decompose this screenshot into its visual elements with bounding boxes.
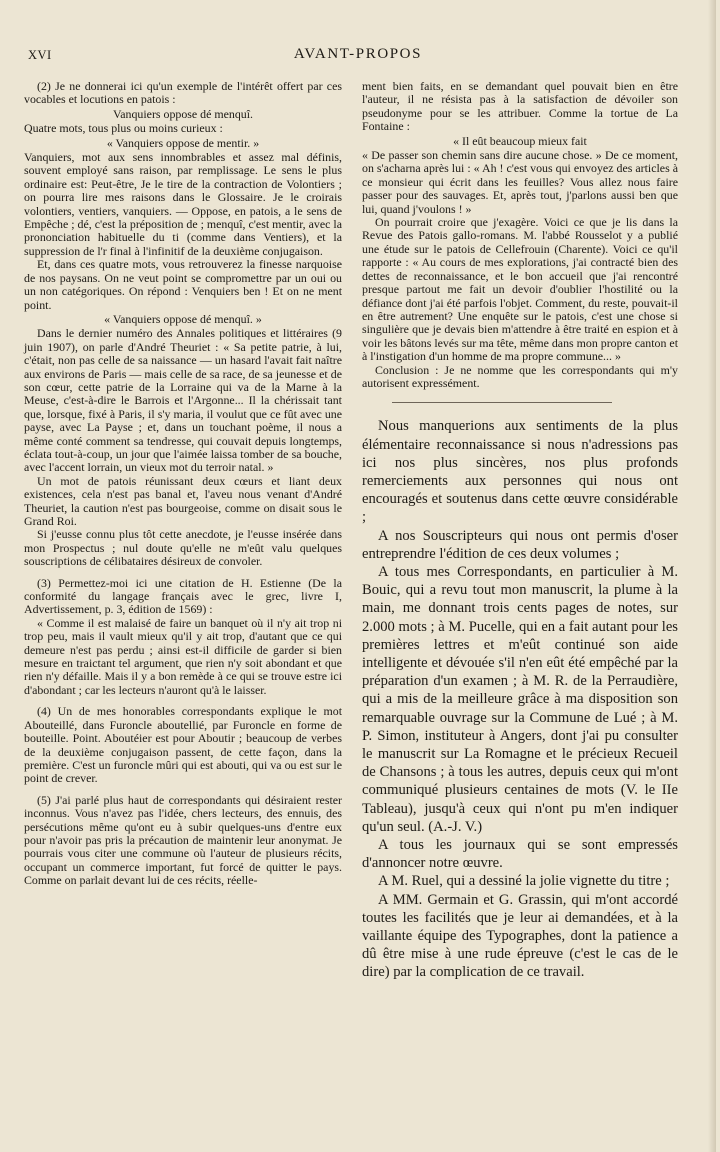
fontaine-verse-1: « Il eût beaucoup mieux fait: [453, 133, 587, 148]
footnote-2-patois-mot: Un mot de patois réunissant deux cœurs et liant deux existences, cela n'est pas banal et, l'aveu nous venant d'André Theuriet, la caution n'est pas bourgeoise, comme on disait sous le Grand Roi.: [24, 473, 342, 528]
page-edge-shadow: [708, 0, 716, 1152]
thanks-subscribers: A nos Souscripteurs qui nous ont permis d'oser entreprendre l'édition de ces deux volumes ;: [362, 527, 678, 562]
acknowledgements: [362, 417, 678, 981]
section-divider: [392, 402, 612, 403]
fontaine-verse-2: « De passer son chemin sans dire aucune chose. » De ce moment, on s'acharna après lui : « Ah ! c'est vous qui envoyez des articles à ce monsieur qui écrit dans les feuilles? Vous allez nous faire passer pour des sauvages. Et, après tout, j'parlons aussi ben que lui, quand j'voulons ! »: [362, 148, 678, 216]
footnote-5-continued: ment bien faits, en se demandant quel pouvait bien en être l'auteur, il ne résista pas à la satisfaction de dévoiler son pseudonyme pour se les attribuer. Comme la tortue de La Fontaine :: [362, 79, 678, 134]
thanks-correspondents: A tous mes Correspondants, en particulier à M. Bouic, qui a revu tout mon manuscrit, la plume à la main, me donnant trois cents pages de notes, sur 2.000 mots ; à M. Pucelle, qui en a fait autant pour les premières lettres et m'eût continué son aide intelligente et dévouée s'il n'en eût été empêché par la préparation d'un examen ; à M. R. de la Perraudière, qui a mis de la meilleure grâce à ma disposition son remarquable ouvrage sur la Commune de Lué ; à M. P. Simon, instituteur à Angers, dont j'ai pu consulter le manuscrit sur La Romagne et le précieux Recueil de Chansons ; à tous les autres, depuis ceux qui m'ont communiqué plusieurs centaines de mots (V. le IIe Tableau), jusqu'à ceux qui n'ont pu m'en indiquer qu'un seul. (A.-J. V.): [362, 563, 678, 835]
page-number: XVI: [28, 48, 52, 62]
thanks-newspapers: A tous les journaux qui se sont empressés d'annoncer notre œuvre.: [362, 837, 678, 872]
thanks-intro: Nous manquerions aux sentiments de la plus élémentaire reconnaissance si nous n'adressions pas ici nos plus sincères, nos plus profonds remerciements aux personnes qui nous ont encouragés et soutenus dans cette œuvre considérable ;: [362, 418, 678, 526]
patois-example-repeat: « Vanquiers oppose dé menquî. »: [104, 311, 262, 326]
running-title: AVANT-PROPOS: [293, 46, 423, 62]
footnote-2-theuriet: Dans le dernier numéro des Annales politiques et littéraires (9 juin 1907), on parle d'André Theuriet : « Sa petite patrie, à lui, c'était, non pas celle de sa naissance — un hasard l'avait fait naître aux environs de Paris — mais celle de sa race, de sa jeunesse et de son cœur, cette patrie de la Lorraine qui va de la Marne à la Meuse, c'est-à-dire le Barrois et l'Argonne... Il la chérissait tant que, lorsque, fixé à Paris, il s'y maria, il voulut que ce fût avec une payse, avec La Payse ; et, dans un touchant poème, il nous a même conté comment sa tendresse, qui couvait depuis longtemps, éclata tout-à-coup, un jour que l'aimée laissa tomber de sa bouche, avec l'accent lorrain, un vieux mot du terroir natal. »: [24, 326, 342, 475]
conclusion: Conclusion : Je ne nomme que les correspondants qui m'y autorisent expressément.: [362, 362, 678, 390]
running-header: [28, 48, 688, 70]
footnote-2-explanation: Vanquiers, mot aux sens innombrables et assez mal définis, souvent employé sans raison, par remplissage. Le sens le plus ordinaire est: Peut-être, Je le tire de la contraction de Volontiers ; on pourra lire mes raisons dans le Glossaire. Je le croirais volontiers, ventiers, vanquiers. — Oppose, en patois, a le sens de Empêche ; dé, c'est la préposition de ; menquî, c'est mentir, avec la prononciation habituelle du ti (comme dans Ventiers), et la suppression de l'r final à l'infinitif de la deuxième conjugaison.: [24, 150, 342, 258]
thanks-illustrator: A M. Ruel, qui a dessiné la jolie vignette du titre ;: [378, 873, 670, 890]
patois-translation: « Vanquiers oppose de mentir. »: [106, 135, 260, 150]
footnote-2-intro: (2) Je ne donnerai ici qu'un exemple de l'intérêt offert par ces vocables et locutions en patois :: [24, 79, 342, 107]
left-column-footnotes: [24, 80, 342, 888]
patois-example: Vanquiers oppose dé menquî.: [112, 106, 254, 121]
footnote-3-quote: « Comme il est malaisé de faire un banquet où il n'y ait trop ni trop peu, mais il vault mieux qu'il y ait trop, d'autant que ce qui demeure n'est pas perdu ; ainsi est-il difficile de garder si bien mesure en traictant tel argument, que rien n'y soit abondant et que rien n'y défaille. Mais il y a bon remède à ce qui se trouve estre ici d'abondant ; car les lecteurs n'auront qu'à le laisser.: [24, 615, 342, 697]
thanks-printers: A MM. Germain et G. Grassin, qui m'ont accordé toutes les facilités que je leur ai demandées, et à la vaillante équipe des Typographes, dont la patience a dû être mise à une rude épreuve (c'est le cas de le dire) par la complication de ce travail.: [362, 891, 678, 981]
footnote-4: (4) Un de mes honorables correspondants explique le mot Abouteillé, dans Furoncle aboutellié, par Furoncle en forme de bouteille. Point. Aboutéier est pour Aboutir ; beaucoup de verbes de la deuxième conjugaison passent, de cette façon, dans la première. C'est un furoncle mûri qui est abouti, qui va ou est sur le point de crever.: [24, 704, 342, 786]
footnote-2-count: Quatre mots, tous plus ou moins curieux :: [24, 121, 223, 136]
right-column: [362, 80, 678, 982]
footnote-5: (5) J'ai parlé plus haut de correspondants qui désiraient rester inconnus. Vous n'avez pas l'idée, chers lecteurs, des ennuis, des persécutions même qu'ont eu à subir quelques-uns d'entre eux pour n'avoir pas pris la précaution de maintenir leur anonymat. Je pourrais vous citer une commune où l'auteur de plusieurs récits, occupant un commerce important, fut forcé de quitter le pays. Comme on parlait devant lui de ces récits, réelle-: [24, 792, 342, 888]
footnote-2-finesse: Et, dans ces quatre mots, vous retrouverez la finesse narquoise de nos paysans. On ne veut point se compromettre par un oui ou un non catégoriques. On répond : Venquiers ben ! Et on ne ment point.: [24, 257, 342, 312]
footnote-2-anecdote: Si j'eusse connu plus tôt cette anecdote, je l'eusse insérée dans mon Prospectus ; nul doute qu'elle ne m'eût valu quelques souscriptions de célibataires désireux de convoler.: [24, 527, 342, 569]
rousselot-citation: On pourrait croire que j'exagère. Voici ce que je lis dans la Revue des Patois gallo-romans. M. l'abbé Rousselot y a publié une étude sur le patois de Cellefrouin (Charente). Voici ce qu'il rapporte : « Au cours de mes explorations, j'ai contracté bien des dettes de reconnaissance, et le bon accueil que j'ai rencontré presque partout me fait un devoir d'oublier l'hostilité ou la défiance dont j'ai été parfois l'objet. Comment, du reste, pouvait-il en être autrement? Une enquête sur le patois, c'est une chose si singulière que je devais bien m'attendre à être traité en espion et à voir les bâtons levés sur ma tête, même dans mon propre canton et à l'instigation d'un homme de ma propre commune... »: [362, 215, 679, 364]
footnote-3-intro: (3) Permettez-moi ici une citation de H. Estienne (De la conformité du langage français avec le grec, livre I, Advertissement, p. 3, édition de 1569) :: [24, 575, 342, 617]
